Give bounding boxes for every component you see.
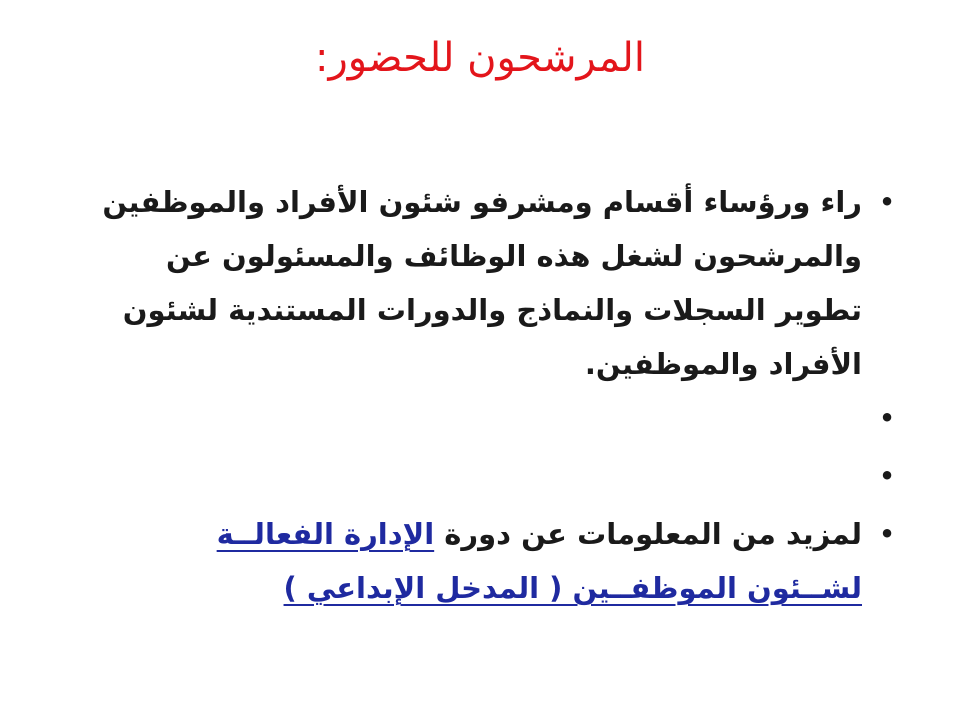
- bullet-item-more-info: [97, 507, 902, 615]
- bullet-dot-icon: •: [879, 520, 895, 548]
- bullet-dot-icon: •: [879, 404, 895, 432]
- bullet-item-empty: [97, 449, 902, 507]
- more-info-text: لمزيد من المعلومات عن دورة: [434, 517, 862, 551]
- bullet-text: راء ورؤساء أقسام ومشرفو شئون الأفراد والموظفين والمرشحون لشغل هذه الوظائف والمسئولون عن تطوير السجلات والنماذج والدورات المستندية لشئون الأفراد والموظفين.: [102, 185, 862, 381]
- course-link[interactable]: الإدارة الفعالــة لشــئون الموظفــين ( المدخل الإبداعي ): [216, 517, 862, 605]
- bullet-dot-icon: •: [879, 188, 895, 216]
- slide-title: المرشحون للحضور:: [315, 35, 645, 81]
- bullet-list: [97, 175, 902, 615]
- bullet-dot-icon: •: [879, 462, 895, 490]
- bullet-item-empty: [97, 391, 902, 449]
- bullet-item-candidates: [97, 175, 902, 391]
